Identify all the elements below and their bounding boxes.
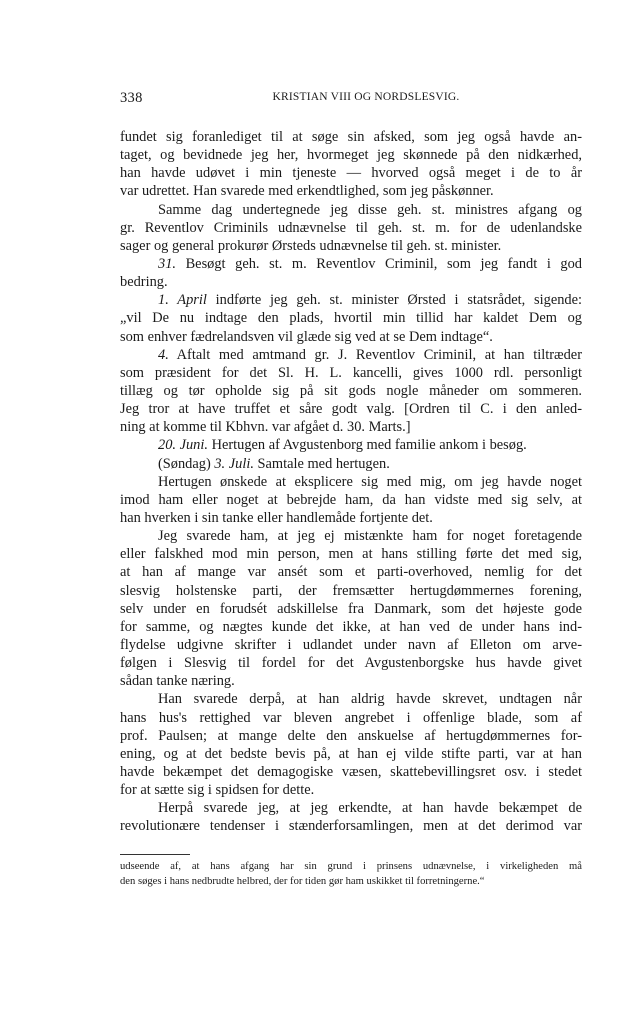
text-line [120,255,582,273]
date-heading: 31. [158,255,176,272]
text-line: var udrettet. Han svarede med erkendtlighed, som jeg påskønner. [120,183,494,200]
text-line: revolutionære tendenser i stænderforsamlingen, men at det derimod var [120,818,582,835]
text-line: flydelse udgivne skrifter i udlandet under navn af Elleton om arve- [120,636,582,653]
line-text: Aftalt med amtmand gr. J. Reventlov Criminil, at han tiltræder [168,346,582,363]
text-line: Han svarede derpå, at han aldrig havde skrevet, undtagen når [158,691,582,708]
text-line: for samme, og nægtes kunde det ikke, at han ved de under hans ind- [120,618,582,635]
text-line: som præsident for det Sl. H. L. kancelli, gives 1000 rdl. personligt [120,364,582,381]
date-heading: 20. Juni. [158,437,208,454]
text-line [120,291,582,309]
text-line: Jeg tror at have truffet et såre godt valg. [Ordren til C. i den anled- [120,401,582,418]
text-line: eller falskhed mod min person, men at hans stilling førte det med sig, [120,546,582,563]
text-line: gr. Reventlov Criminils udnævnelse til geh. st. m. for de udenlandske [120,219,582,236]
line-text: Samtale med hertugen. [253,455,390,472]
page-header [120,90,582,110]
text-line: selv under en forudsét adskillelse fra Danmark, som det højeste gode [120,600,582,617]
text-line: slesvig holstenske parti, der fremsætter hertugdømmernes forening, [120,582,582,599]
text-line: Jeg svarede ham, at jeg ej mistænkte ham for noget foretagende [158,528,582,545]
text-line: sådan tanke næring. [120,673,235,690]
body-text [120,128,582,835]
footnotes [120,859,582,889]
text-line: Hertugen ønskede at eksplicere sig med mig, om jeg havde noget [158,473,582,490]
text-line: taget, og bevidnede jeg her, hvormeget jeg skønnede på den nidkærhed, [120,147,582,164]
text-line: Samme dag undertegnede jeg disse geh. st. ministres afgang og [158,201,582,218]
text-line: han hverken i sin tanke eller handlemåde fortjente det. [120,509,433,526]
footnote-line: den søges i hans nedbrudte helbred, der for tiden gør ham uskikket til forretningerne.“ [120,876,485,887]
running-head: KRISTIAN VIII OG NORDSLESVIG. [272,91,460,103]
date-heading: 3. Juli. [214,455,254,472]
text-line: for at sætte sig i spidsen for dette. [120,782,315,799]
footnote-line: udseende af, at hans afgang har sin grund i prinsens udnævnelse, i virkeligheden må [120,861,582,872]
text-line: som enhver fædrelandsven vil glæde sig ved at se Dem indtage“. [120,328,493,345]
text-line [120,346,582,364]
text-line: han havde udøvet i min tjeneste — hvorved også meget i de to år [120,165,582,182]
line-text: indførte jeg geh. st. minister Ørsted i statsrådet, sigende: [206,292,582,309]
line-text: Hertugen af Avgustenborg med familie ankom i besøg. [207,437,527,454]
text-line: ening, og at det bedste bevis på, at han ej vilde stifte parti, var at han [120,745,582,762]
text-line: imod ham eller noget at bebrejde ham, da han vidste med sig selv, at [120,491,582,508]
text-line: fundet sig foranlediget til at søge sin afsked, som jeg også havde an- [120,129,582,145]
text-line: prof. Paulsen; at mange delte den anskuelse af hertugdømmernes for- [120,727,582,744]
line-text: Besøgt geh. st. m. Reventlov Criminil, som jeg fandt i god [176,255,582,272]
footnote-divider [120,854,190,855]
text-line: at han af mange var ansét som et parti-overhoved, nemlig for det [120,564,582,581]
text-line: følgen i Slesvig til fordel for det Avgustenborgske hus havde givet [120,655,582,672]
text-line: hans hus's rettighed var bleven angrebet i offenlige blade, som af [120,709,582,726]
text-line: sager og general prokurør Ørsteds udnævnelse til geh. st. minister. [120,237,502,254]
text-line: „vil De nu indtage den plads, hvortil min tillid har kaldet Dem og [120,310,582,327]
date-prefix: (Søndag) [158,455,215,472]
page-number: 338 [120,90,143,106]
text-line: havde bekæmpet det demagogiske væsen, skattebevillingsret osv. i stedet [120,763,582,780]
text-line: ning at komme til Kbhvn. var afgået d. 30. Marts.] [120,419,411,436]
text-line [120,436,582,454]
text-line [120,455,582,473]
text-line: tillæg og tør opholde sig på sit gods nogle måneder om sommeren. [120,382,582,399]
text-line: bedring. [120,274,168,291]
date-heading: 4. [158,346,169,363]
text-line: Herpå svarede jeg, at jeg erkendte, at han havde bekæmpet de [158,800,582,817]
date-heading: 1. April [158,292,207,309]
